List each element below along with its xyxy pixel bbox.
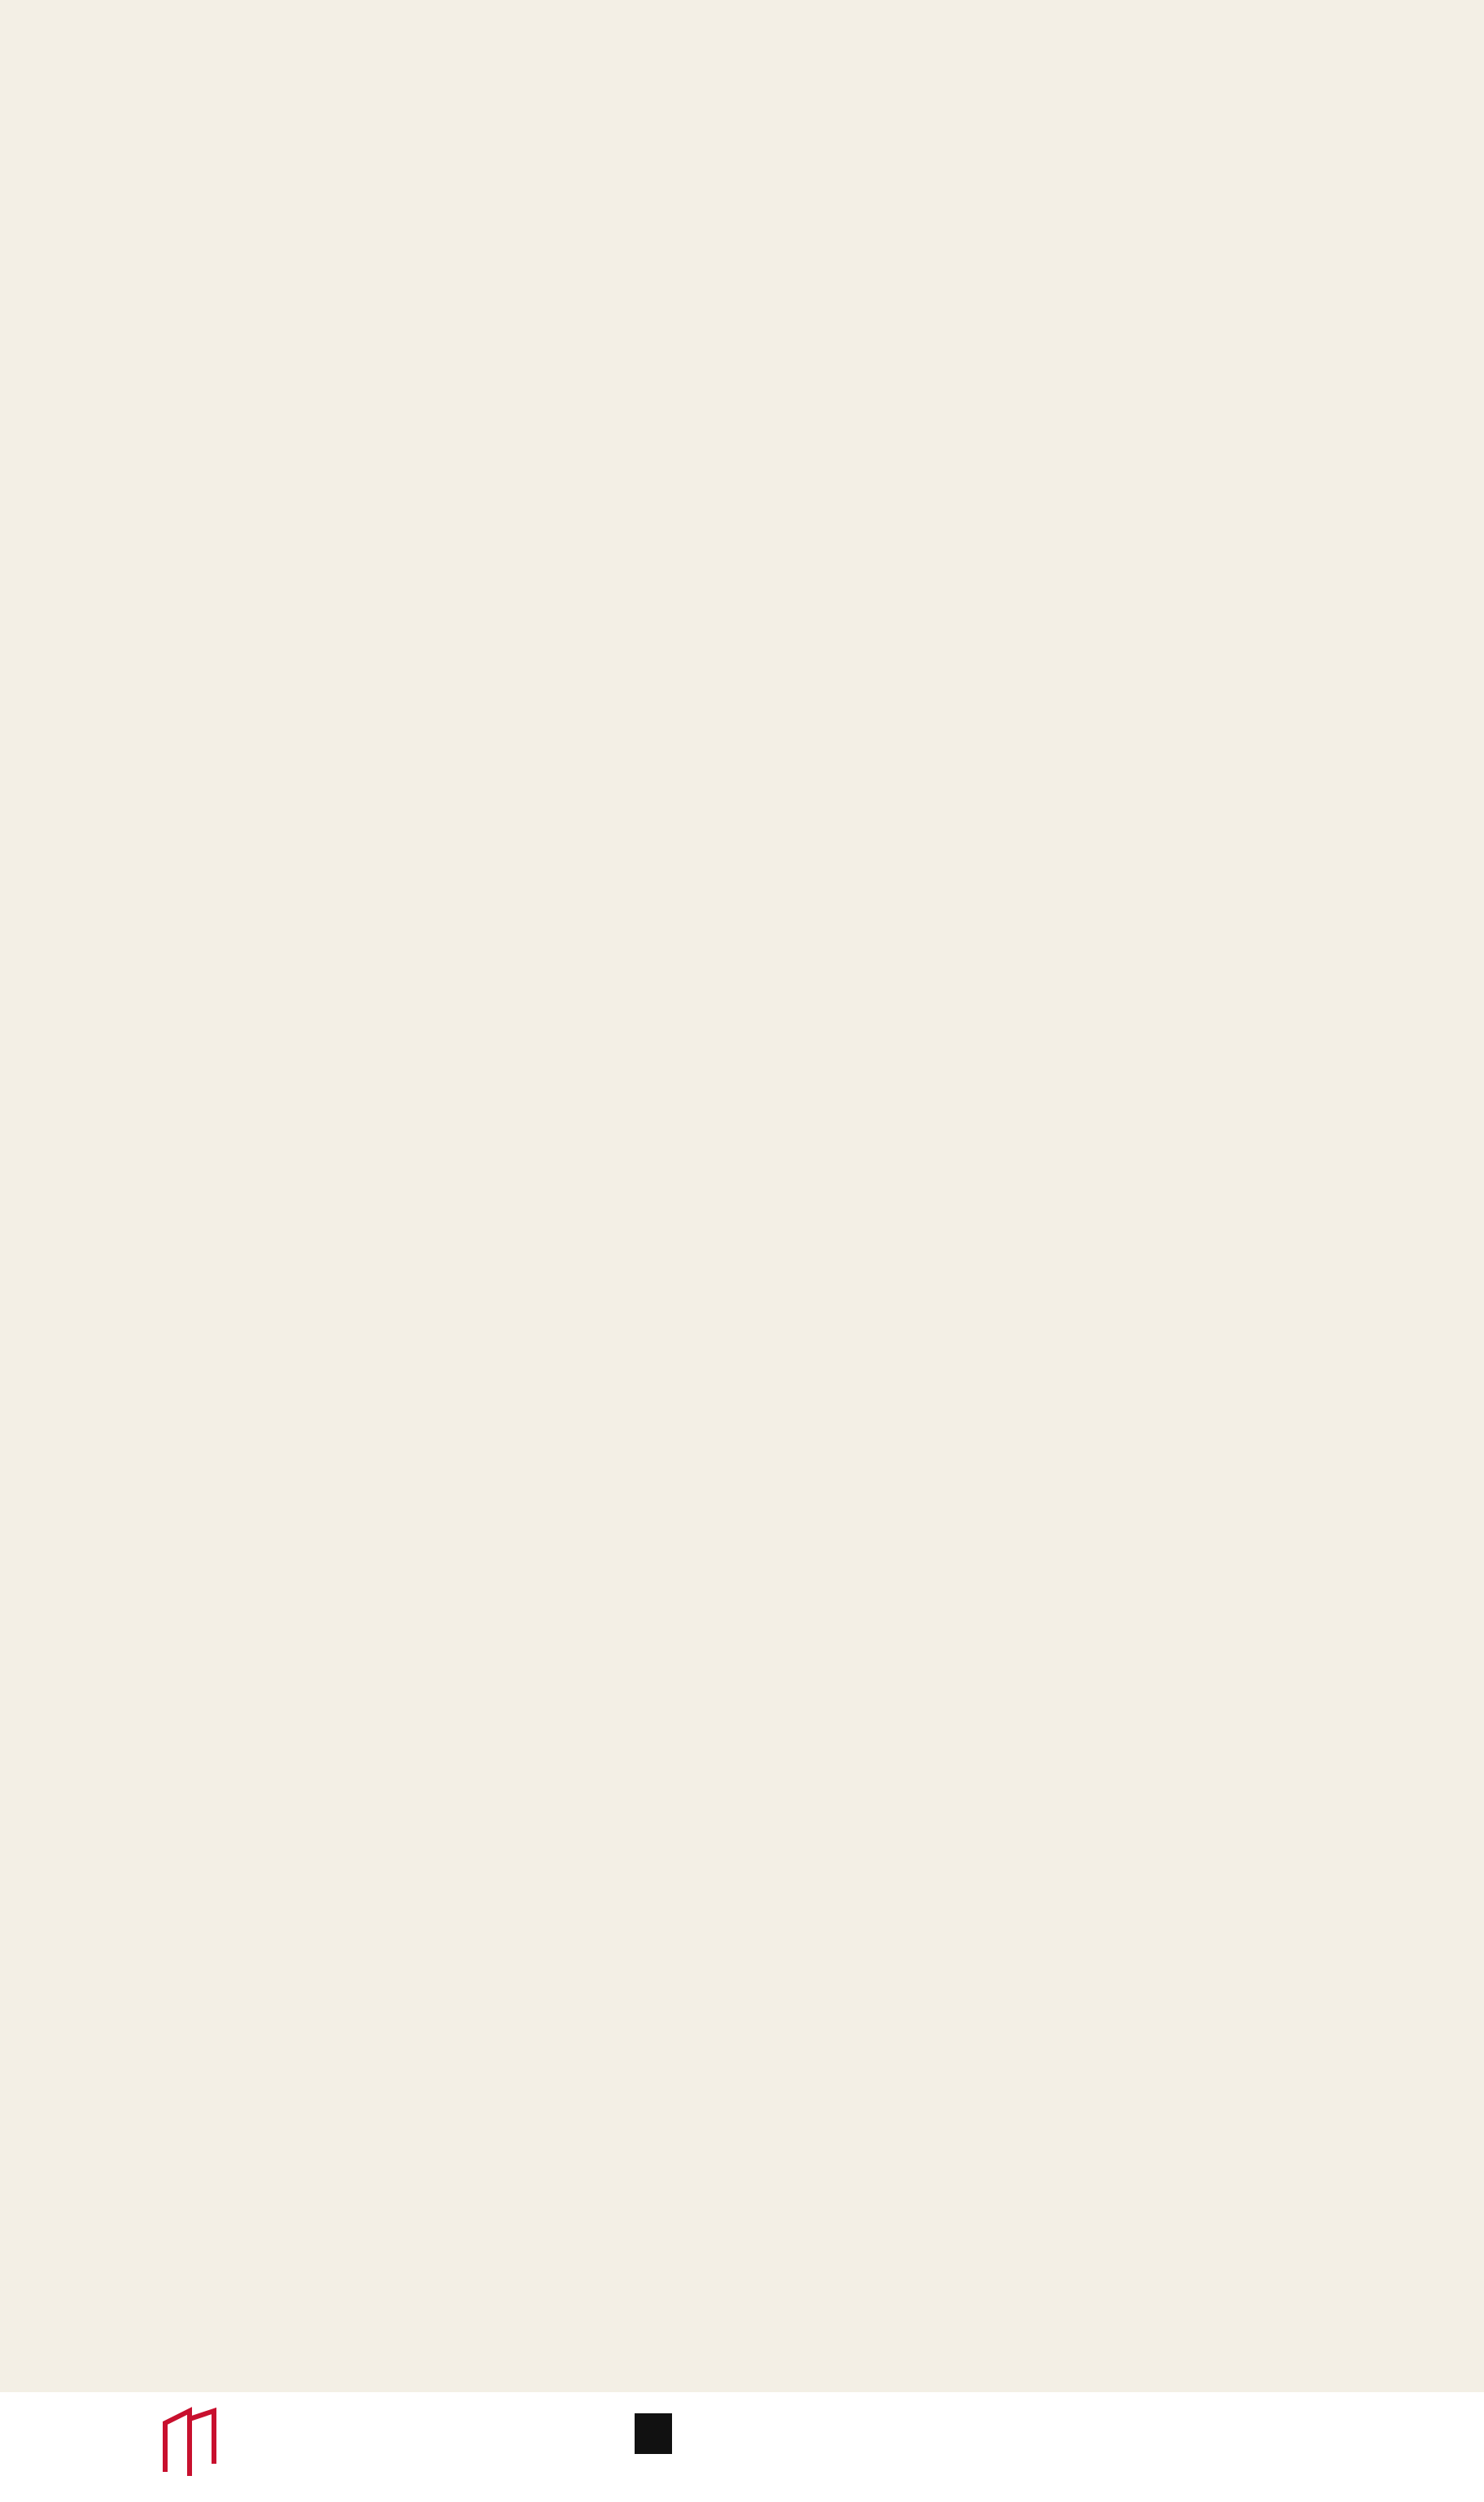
- university-library-logo[interactable]: [23, 2407, 234, 2488]
- running-header: [0, 50, 1484, 99]
- kunstbibliothek-logo[interactable]: [635, 2408, 895, 2465]
- digitization-footer: [0, 2392, 1484, 2502]
- kunstbibliothek-icon: [635, 2413, 672, 2454]
- heidelberg-logo-icon: [157, 2407, 222, 2480]
